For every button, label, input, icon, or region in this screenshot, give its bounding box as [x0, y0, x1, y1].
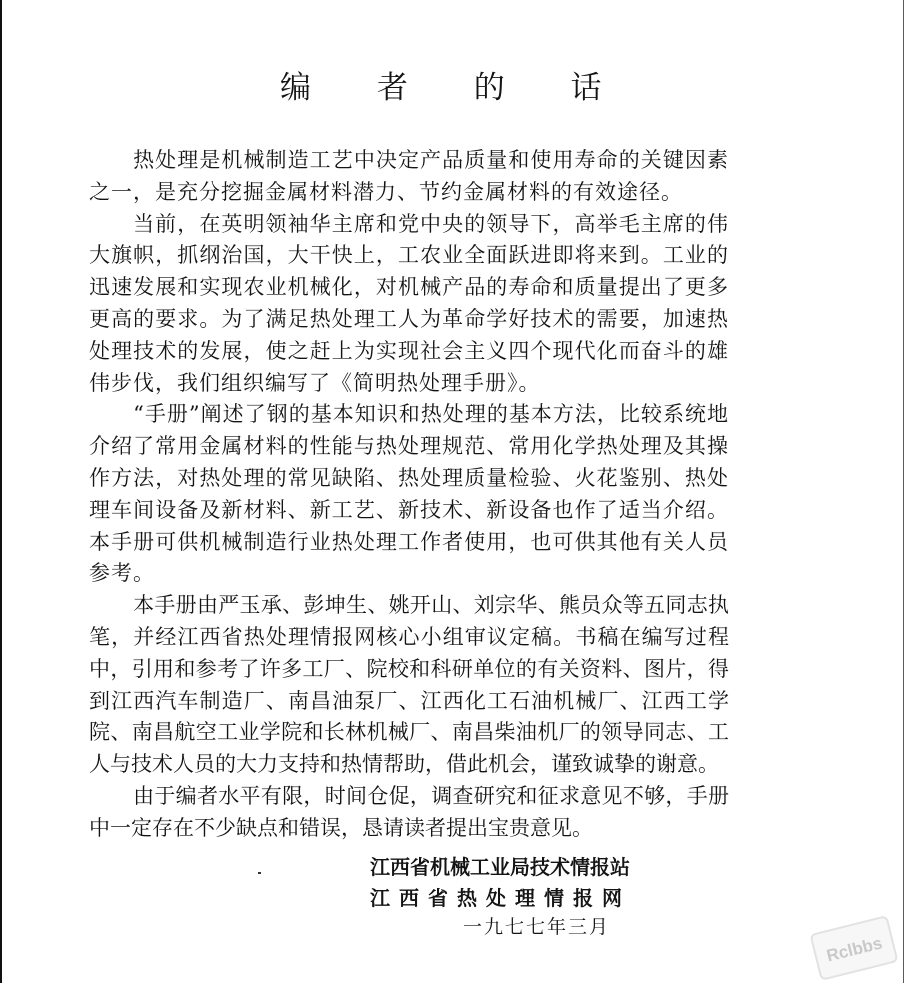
page-right-edge	[903, 0, 904, 983]
signature-block	[370, 852, 631, 914]
scan-speck	[258, 872, 261, 874]
watermark-text: Rclbbs	[824, 933, 885, 966]
paragraph-4: 本手册由严玉承、彭坤生、姚开山、刘宗华、熊员众等五同志执笔，并经江西省热处理情报网核心小组审议定稿。书稿在编写过程中，引用和参考了许多工厂、院校和科研单位的有关资料、图片，得到江西汽车制造厂、南昌油泵厂、江西化工石油机械厂、江西工学院、南昌航空工业学院和长林机械厂、南昌柴油机厂的领导同志、工人与技术人员的大力支持和热情帮助，借此机会，谨致诚挚的谢意。	[89, 593, 729, 777]
signature-date: 一九七七年三月	[463, 916, 611, 938]
preface-body	[89, 145, 729, 845]
page-left-edge	[0, 0, 2, 983]
watermark-logo	[809, 915, 898, 981]
signature-organization-1: 江西省机械工业局技术情报站	[370, 855, 630, 879]
paragraph-2: 当前，在英明领袖华主席和党中央的领导下，高举毛主席的伟大旗帜，抓纲治国，大干快上，工农业全面跃进即将来到。工业的迅速发展和实现农业机械化，对机械产品的寿命和质量提出了更多更高的要求。为了满足热处理工人为革命学好技术的需要，加速热处理技术的发展，使之赶上为实现社会主义四个现代化而奋斗的雄伟步伐，我们组织编写了《简明热处理手册》。	[89, 211, 729, 395]
signature-organization-2: 江西省热处理情报网	[370, 886, 631, 910]
watermark-graphic	[812, 917, 896, 978]
paragraph-3: “手册”阐述了钢的基本知识和热处理的基本方法，比较系统地介绍了常用金属材料的性能与热处理规范、常用化学热处理及其操作方法，对热处理的常见缺陷、热处理质量检验、火花鉴别、热处理车间设备及新材料、新工艺、新技术、新设备也作了适当介绍。本手册可供机械制造行业热处理工作者使用，也可供其他有关人员参考。	[89, 402, 729, 586]
page-title: 编 者 的 话	[280, 70, 630, 106]
paragraph-5: 由于编者水平有限，时间仓促，调查研究和征求意见不够，手册中一定存在不少缺点和错误，恳请读者提出宝贵意见。	[89, 783, 729, 840]
paragraph-1: 热处理是机械制造工艺中决定产品质量和使用寿命的关键因素之一，是充分挖掘金属材料潜力、节约金属材料的有效途径。	[89, 148, 729, 204]
